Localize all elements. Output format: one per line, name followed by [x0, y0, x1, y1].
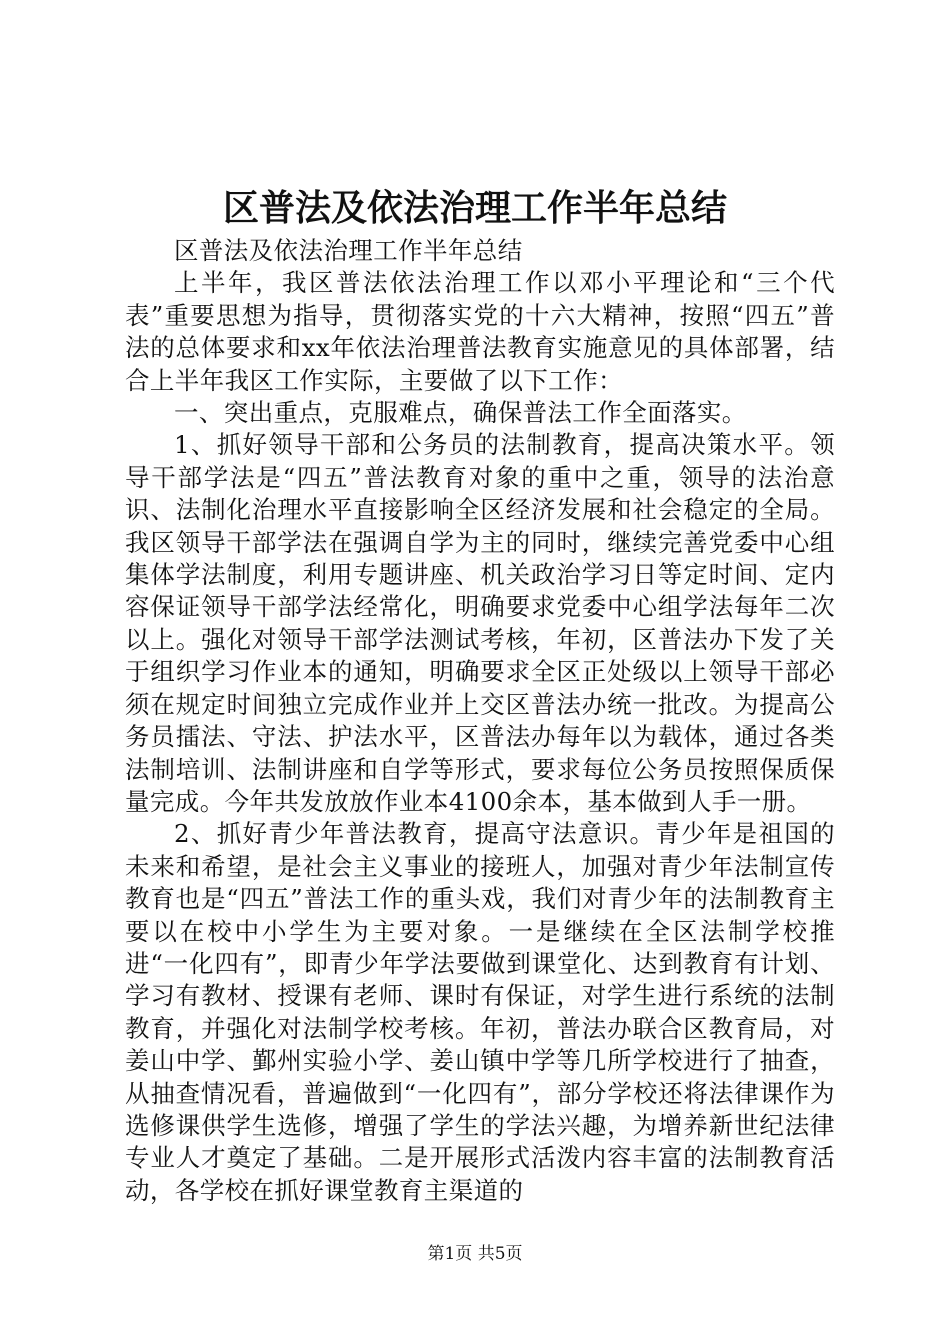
- page-footer: 第1页 共5页: [427, 1244, 523, 1264]
- document-title: 区普法及依法治理工作半年总结: [222, 187, 727, 229]
- paragraph-item-1: 1、抓好领导干部和公务员的法制教育，提高决策水平。领导干部学法是“四五”普法教育对象的重中之重，领导的法治意识、法制化治理水平直接影响全区经济发展和社会稳定的全局。我区领导干部学法在强调自学为主的同时，继续完善党委中心组集体学法制度，利用专题讲座、机关政治学习日等定时间、定内容保证领导干部学法经常化，明确要求党委中心组学法每年二次以上。强化对领导干部学法测试考核，年初，区普法办下发了关于组织学习作业本的通知，明确要求全区正处级以上领导干部必须在规定时间独立完成作业并上交区普法办统一批改。为提高公务员擂法、守法、护法水平，区普法办每年以为载体，通过各类法制培训、法制讲座和自学等形式，要求每位公务员按照保质保量完成。今年共发放放作业本4100余本，基本做到人手一册。: [125, 430, 835, 816]
- paragraph-item-2: 2、抓好青少年普法教育，提高守法意识。青少年是祖国的未来和希望，是社会主义事业的接班人，加强对青少年法制宣传教育也是“四五”普法工作的重头戏，我们对青少年的法制教育主要以在校中小学生为主要对象。一是继续在全区法制学校推进“一化四有”，即青少年学法要做到课堂化、达到教育有计划、学习有教材、授课有老师、课时有保证，对学生进行系统的法制教育，并强化对法制学校考核。年初，普法办联合区教育局，对姜山中学、鄞州实验小学、姜山镇中学等几所学校进行了抽查，从抽查情况看，普遍做到“一化四有”，部分学校还将法律课作为选修课供学生选修，增强了学生的学法兴趣，为增养新世纪法律专业人才奠定了基础。二是开展形式活泼内容丰富的法制教育活动，各学校在抓好课堂教育主渠道的: [125, 819, 835, 1205]
- paragraph-section-heading: 一、突出重点，克服难点，确保普法工作全面落实。: [174, 398, 747, 428]
- paragraph-intro: 上半年，我区普法依法治理工作以邓小平理论和“三个代表”重要思想为指导，贯彻落实党的十六大精神，按照“四五”普法的总体要求和xx年依法治理普法教育实施意见的具体部署，结合上半年我区工作实际，主要做了以下工作：: [125, 268, 835, 395]
- paragraph-subtitle: 区普法及依法治理工作半年总结: [174, 236, 523, 265]
- document-body: [125, 235, 835, 1207]
